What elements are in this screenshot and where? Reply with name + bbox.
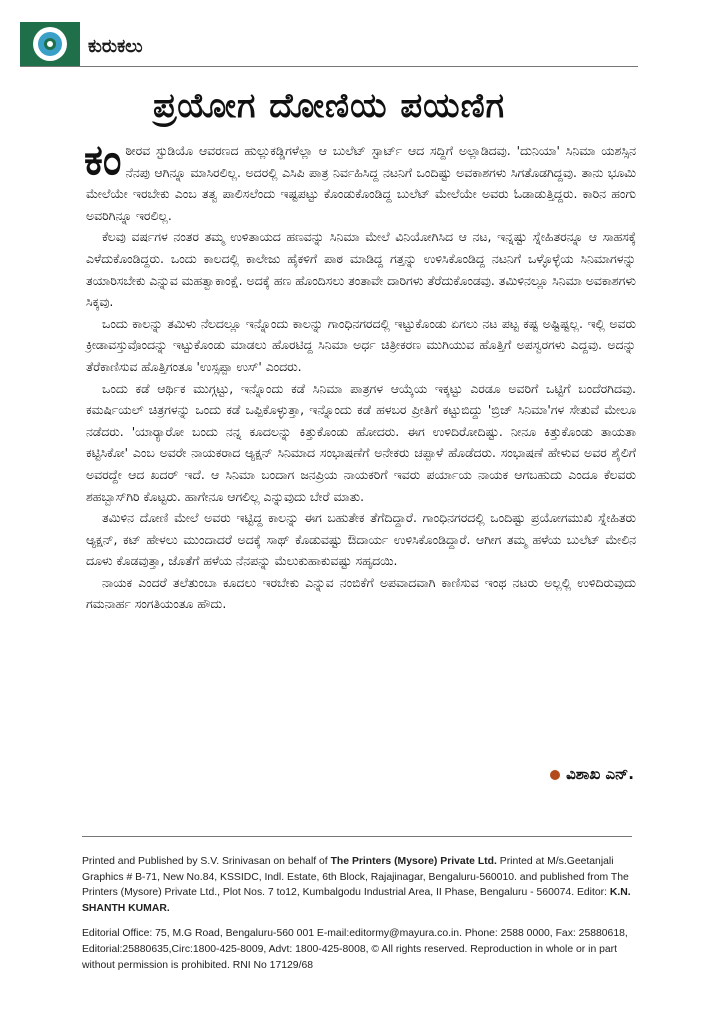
bottom-divider — [82, 836, 632, 837]
imprint: Printed and Published by S.V. Srinivasan on behalf of The Printers (Mysore) Private Ltd. Printed at M/s.Geetanjali Graphics # B-71, New No.84, KSSIDC, Indl. Estate, 6th Block, Rajajinagar, Bengaluru-560010. and published from The Printers (Mysore) Private Ltd., Plot Nos. 7 to12, Kumbalgodu Industrial Area, II Phase, Bengaluru - 560074. Editor: K.N. SHANTH KUMAR. — [82, 856, 631, 914]
top-divider — [20, 66, 638, 67]
article-paragraph: ತಮಿಳಿನ ದೋಣಿ ಮೇಲೆ ಅವರು ಇಟ್ಟಿದ್ದ ಕಾಲನ್ನು ಈಗ ಬಹುತೇಕ ತೆಗೆದಿದ್ದಾರೆ. ಗಾಂಧಿನಗರದಲ್ಲಿ ಒಂದಿಷ್ಟು ಪ್ರಯೋಗಮುಖಿ ಸ್ನೇಹಿತರು ಆ್ಯಕ್ಷನ್, ಕಟ್ ಹೇಳಲು ಮುಂದಾದರೆ ಅದಕ್ಕೆ ಸಾಥ್ ಕೊಡುವಷ್ಟು ಔದಾರ್ಯ ಉಳಿಸಿಕೊಂಡಿದ್ದಾರೆ. ಆಗೀಗ ತಮ್ಮ ಹಳೆಯ ಬುಲೆಟ್ ಮೇಲಿನ ದೂಳು ಕೊಡವುತ್ತಾ, ಜೊತೆಗೆ ಹಳೆಯ ನೆನಪನ್ನು ಮೆಲುಕುಹಾಕುವಷ್ಟು ಸಹೃದಯಿ. — [86, 510, 636, 569]
section-name: ಕುರುಕಲು — [88, 36, 143, 57]
author-name: ವಿಶಾಖ ಎನ್. — [566, 765, 634, 783]
printer-name: The Printers (Mysore) Private Ltd. — [330, 856, 497, 867]
byline — [550, 765, 634, 783]
doordarshan-logo-icon — [20, 22, 80, 66]
article-paragraph: ಕಂಠೀರವ ಸ್ಟುಡಿಯೊ ಆವರಣದ ಹುಲ್ಲುಕಡ್ಡಿಗಳೆಲ್ಲಾ ಆ ಬುಲೆಟ್ ಸ್ಟಾರ್ಟ್ ಆದ ಸದ್ದಿಗೆ ಅಲ್ಲಾಡಿದವು. 'ದುನಿಯಾ' ಸಿನಿಮಾ ಯಶಸ್ಸಿನ ನೆನಪು ಆಗಿನ್ನೂ ಮಾಸಿರಲಿಲ್ಲ. ಅದರಲ್ಲಿ ಎಸಿಪಿ ಪಾತ್ರ ನಿರ್ವಹಿಸಿದ್ದ ನಟನಿಗೆ ಒಂದಿಷ್ಟು ಅವಕಾಶಗಳು ಸಿಗತೊಡಗಿದ್ದವು. ತಾನು ಭೂಮಿ ಮೇಲೆಯೇ ಇರಬೇಕು ಎಂಬ ತತ್ವ ಪಾಲಿಸಲೆಂದು ಇಷ್ಟಪಟ್ಟು ಕೊಂಡುಕೊಂಡಿದ್ದ ಬುಲೆಟ್ ಮೇಲೆಯೇ ಅವರು ಓಡಾಡುತ್ತಿದ್ದರು. ಕಾರಿನ ಹಂಗು ಅವರಿಗಿನ್ನೂ ಇರಲಿಲ್ಲ. — [84, 135, 636, 223]
bullet-icon — [550, 770, 560, 780]
dropcap: ಕಂ — [84, 135, 122, 184]
article-title: ಪ್ರಯೋಗ ದೋಣಿಯ ಪಯಣಿಗ — [152, 86, 506, 126]
article-paragraph: ಒಂದು ಕಡೆ ಆರ್ಥಿಕ ಮುಗ್ಗಟ್ಟು, ಇನ್ನೊಂದು ಕಡೆ ಸಿನಿಮಾ ಪಾತ್ರಗಳ ಆಯ್ಕೆಯ ಇಕ್ಕಟ್ಟು ಎರಡೂ ಅವರಿಗೆ ಒಟ್ಟಿಗೆ ಬಂದೆರಗಿದವು. ಕಮರ್ಷಿಯಲ್ ಚಿತ್ರಗಳನ್ನು ಒಂದು ಕಡೆ ಒಪ್ಪಿಕೊಳ್ಳುತ್ತಾ, ಇನ್ನೊಂದು ಕಡೆ ಹಳಬರ ಪ್ರೀತಿಗೆ ಕಟ್ಟುಬಿದ್ದು 'ಬ್ರಿಜ್ ಸಿನಿಮಾ'ಗಳ ಸೇತುವೆ ಮೇಲೂ ನಡೆದರು. 'ಯಾರ್‍ಯಾರೋ ಬಂದು ನನ್ನ ಕೂದಲನ್ನು ಕಿತ್ತುಕೊಂಡು ಹೋದರು. ಈಗ ಉಳಿದಿರೋದಿಷ್ಟು. ನೀನೂ ಕಿತ್ತುಕೊಂಡು ತಾಯತಾ ಕಟ್ಟಿಸಿಕೋ' ಎಂಬ ಅವರೇ ನಾಯಕರಾದ ಆ್ಯಕ್ಷನ್ ಸಿನಿಮಾದ ಸಂಭಾಷಣೆಗೆ ಅನೇಕರು ಚಪ್ಪಾಳೆ ಹೊಡೆದರು. ಸಂಭಾಷಣೆ ಹೇಳುವ ಅವರ ಶೈಲಿಗೆ ಅವರದ್ದೇ ಆದ ಖದರ್ ಇದೆ. ಆ ಸಿನಿಮಾ ಬಂದಾಗ ಜನಪ್ರಿಯ ನಾಯಕರಿಗೆ ಇವರು ಪರ್ಯಾಯ ನಾಯಕ ಆಗಬಹುದು ಎಂದೂ ಕೆಲವರು ಶಹಬ್ಬಾಸ್‌ಗಿರಿ ಕೊಟ್ಟರು. ಹಾಗೇನೂ ಆಗಲಿಲ್ಲ ಎನ್ನುವುದು ಬೇರೆ ಮಾತು. — [86, 380, 636, 504]
article-paragraph: ಕೆಲವು ವರ್ಷಗಳ ನಂತರ ತಮ್ಮ ಉಳಿತಾಯದ ಹಣವನ್ನು ಸಿನಿಮಾ ಮೇಲೆ ವಿನಿಯೋಗಿಸಿದ ಆ ನಟ, ಇನ್ನಷ್ಟು ಸ್ನೇಹಿತರನ್ನೂ ಆ ಸಾಹಸಕ್ಕೆ ಎಳೆದುಕೊಂಡಿದ್ದರು. ಒಂದು ಕಾಲದಲ್ಲಿ ಕಾಲೇಜು ಹೈಕಳಿಗೆ ಪಾಠ ಮಾಡಿದ್ದ ಗತ್ತನ್ನು ಉಳಿಸಿಕೊಂಡಿದ್ದ ನಟನಿಗೆ ಒಳ್ಳೊಳ್ಳೆಯ ಸಿನಿಮಾಗಳನ್ನು ತಯಾರಿಸಬೇಕು ಎನ್ನುವ ಮಹತ್ವಾಕಾಂಕ್ಷೆ. ಅದಕ್ಕೆ ಹಣ ಹೊಂದಿಸಲು ತಂತಾವೇ ದಾರಿಗಳು ತೆರೆದುಕೊಂಡವು. ತಮಿಳಿನಲ್ಲೂ ಸಿನಿಮಾ ಅವಕಾಶಗಳು ಸಿಕ್ಕವು. — [86, 229, 636, 310]
office-info: Editorial Office: 75, M.G Road, Bengaluru-560 001 E-mail:editormy@mayura.co.in. Phone: 2588 0000, Fax: 25880618, Editorial:25880635,Circ:1800-425-8009, Advt: 1800-425-8008, © All rights reserved. Reproduction in whole or in part without permission is prohibited. RNI No 17129/68 — [82, 928, 628, 971]
editor-name: K.N. SHANTH KUMAR. — [82, 887, 631, 914]
article-paragraph: ನಾಯಕ ಎಂದರೆ ತಲೆತುಂಬಾ ಕೂದಲು ಇರಬೇಕು ಎನ್ನುವ ನಂಬಿಕೆಗೆ ಅಪವಾದವಾಗಿ ಕಾಣಿಸುವ ಇಂಥ ನಟರು ಅಲ್ಲಲ್ಲಿ ಉಳಿದಿರುವುದು ಗಮನಾರ್ಹ ಸಂಗತಿಯಂತೂ ಹೌದು. — [86, 574, 636, 612]
article-body — [84, 135, 636, 615]
footer — [82, 854, 638, 983]
article-paragraph: ಒಂದು ಕಾಲನ್ನು ತಮಿಳು ನೆಲದಲ್ಲೂ ಇನ್ನೊಂದು ಕಾಲನ್ನು ಗಾಂಧಿನಗರದಲ್ಲಿ ಇಟ್ಟುಕೊಂಡು ಏಗಲು ನಟ ಪಟ್ಟ ಕಷ್ಟ ಅಷ್ಟಿಷ್ಟಲ್ಲ. ಇಲ್ಲಿ ಅವರು ಕ್ರೀಡಾವಸ್ತುವೊಂದನ್ನು ಇಟ್ಟುಕೊಂಡು ಮಾಡಲು ಹೊರಟಿದ್ದ ಸಿನಿಮಾ ಅರ್ಧ ಚಿತ್ರೀಕರಣ ಮುಗಿಯುವ ಹೊತ್ತಿಗೆ ಅಪಸ್ವರಗಳು ಎದ್ದವು. ಅದನ್ನು ತೆರೆಕಾಣಿಸುವ ಹೊತ್ತಿಗಂತೂ 'ಉಸ್ಸಪ್ಪಾ ಉಸ್' ಎಂದರು. — [86, 315, 636, 374]
